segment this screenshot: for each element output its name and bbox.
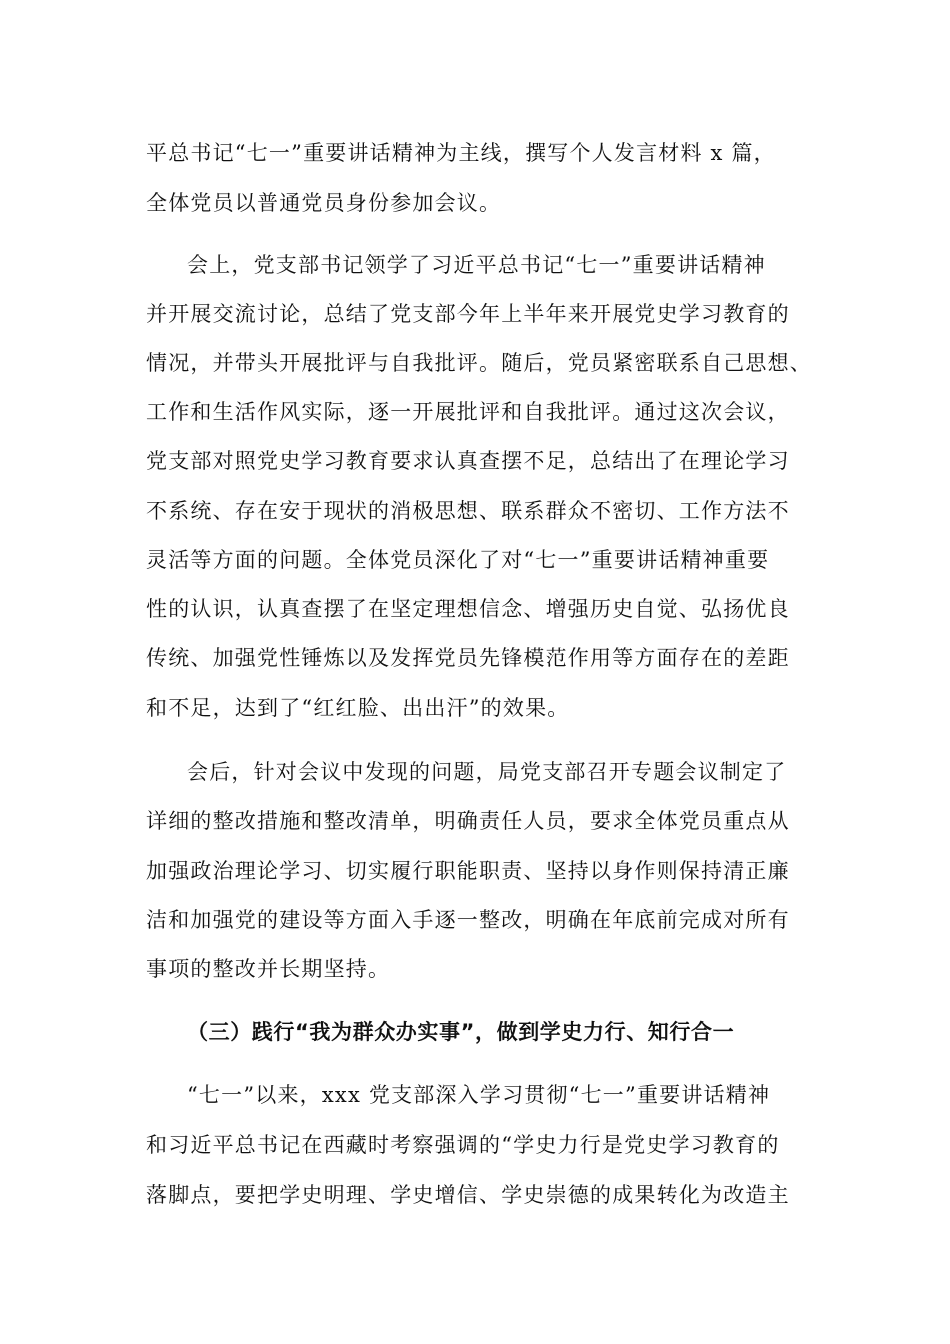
paragraph-line: 情况，并带头开展批评与自我批评。随后，党员紧密联系自己思想、: [146, 351, 812, 375]
paragraph-line: “七一”以来，xxx 党支部深入学习贯彻“七一”重要讲话精神: [187, 1083, 771, 1107]
paragraph-line: 工作和生活作风实际，逐一开展批评和自我批评。通过这次会议，: [146, 400, 790, 424]
paragraph-line: 会后，针对会议中发现的问题，局党支部召开专题会议制定了: [187, 760, 787, 784]
paragraph-line: 加强政治理论学习、切实履行职能职责、坚持以身作则保持清正廉: [146, 859, 790, 883]
paragraph-line: 和不足，达到了“红红脸、出出汗”的效果。: [146, 696, 570, 720]
paragraph-line: 平总书记“七一”重要讲话精神为主线，撰写个人发言材料 x 篇，: [146, 141, 776, 165]
paragraph-line: 全体党员以普通党员身份参加会议。: [146, 191, 502, 215]
paragraph-line: 和习近平总书记在西藏时考察强调的“学史力行是党史学习教育的: [146, 1133, 780, 1157]
paragraph-line: 落脚点，要把学史明理、学史增信、学史崇德的成果转化为改造主: [146, 1183, 790, 1207]
section-heading: （三）践行“我为群众办实事”，做到学史力行、知行合一: [187, 1020, 735, 1044]
paragraph-line: 事项的整改并长期坚持。: [146, 957, 391, 981]
paragraph-line: 性的认识，认真查摆了在坚定理想信念、增强历史自觉、弘扬优良: [146, 597, 790, 621]
paragraph-line: 党支部对照党史学习教育要求认真查摆不足，总结出了在理论学习: [146, 449, 790, 473]
paragraph-line: 灵活等方面的问题。全体党员深化了对“七一”重要讲话精神重要: [146, 548, 770, 572]
paragraph-line: 传统、加强党性锤炼以及发挥党员先锋模范作用等方面存在的差距: [146, 646, 790, 670]
paragraph-line: 会上，党支部书记领学了习近平总书记“七一”重要讲话精神: [187, 253, 766, 277]
paragraph-line: 洁和加强党的建设等方面入手逐一整改，明确在年底前完成对所有: [146, 908, 790, 932]
paragraph-line: 不系统、存在安于现状的消极思想、联系群众不密切、工作方法不: [146, 499, 790, 523]
paragraph-line: 并开展交流讨论，总结了党支部今年上半年来开展党史学习教育的: [146, 302, 790, 326]
paragraph-line: 详细的整改措施和整改清单，明确责任人员，要求全体党员重点从: [146, 809, 790, 833]
